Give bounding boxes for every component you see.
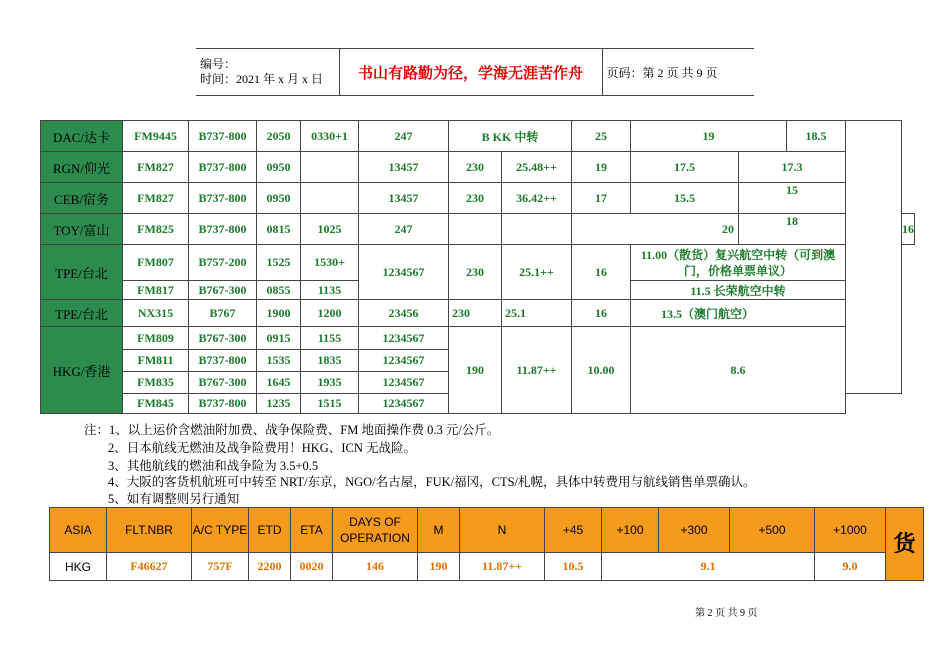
p45-cell: 17 [572,183,631,214]
column-header: N [460,508,545,553]
n-cell: 25.1++ [502,245,572,300]
n-cell: 25.1 [502,300,572,327]
eta-cell [301,152,359,183]
etd-cell: 0855 [257,281,301,300]
column-header: ASIA [50,508,107,553]
eta-cell: 1835 [301,350,359,372]
column-header: +45 [545,508,602,553]
n-cell: 36.42++ [502,183,572,214]
city-cell: TOY/富山 [41,214,123,245]
column-header: +100 [602,508,659,553]
asia-rates-table [49,507,924,581]
table-row [50,553,924,581]
days-cell: 23456 [359,300,449,327]
n-cell: 11.87++ [502,327,572,414]
eta-cell: 1025 [301,214,359,245]
city-cell: HKG/香港 [41,327,123,414]
page-footer: 第 2 页 共 9 页 [695,608,758,619]
column-header: M [418,508,460,553]
aircraft-cell: B737-800 [189,214,257,245]
table-row [41,214,915,245]
days-cell: 1234567 [359,327,449,350]
table-row [41,327,915,350]
flight-cell: FM827 [123,183,189,214]
page-header [196,48,754,96]
m-cell: 190 [449,327,502,414]
n-cell [502,214,572,245]
aircraft-cell: B737-800 [189,183,257,214]
aircraft-cell: B737-800 [189,152,257,183]
rate-note-cell: 11.5 长荣航空中转 [631,281,846,300]
eta-cell: 1135 [301,281,359,300]
city-cell: CEB/宿务 [41,183,123,214]
etd-cell: 1900 [257,300,301,327]
flight-cell: FM811 [123,350,189,372]
m-cell [449,214,502,245]
p300-cell: 16 [902,214,915,245]
page-label: 页码：第 2 页 共 9 页 [602,49,754,96]
days-cell: 13457 [359,152,449,183]
p45-cell: 16 [572,300,631,327]
flight-cell: FM809 [123,327,189,350]
column-header: +300 [659,508,730,553]
flight-cell: NX315 [123,300,189,327]
eta-cell: 1155 [301,327,359,350]
table-row [41,300,915,327]
blank-cell [846,121,902,394]
aircraft-cell: B767-300 [189,372,257,394]
flight-cell: FM825 [123,214,189,245]
column-header: ETD [249,508,291,553]
eta-cell: 0330+1 [301,121,359,152]
etd-cell: 2050 [257,121,301,152]
column-header: +500 [730,508,815,553]
note-2: 2、日本航线无燃油及战争险费用！HKG、ICN 无战险。 [108,441,416,455]
p300-cell: 15 [739,183,846,214]
etd-cell: 0950 [257,152,301,183]
eta-cell: 1530+ [301,245,359,281]
etd-cell: 0950 [257,183,301,214]
p100-cell: 18 [739,214,846,245]
days-cell: 247 [359,214,449,245]
city-cell: RGN/仰光 [41,152,123,183]
column-header: +1000 [815,508,886,553]
aircraft-cell: B767-300 [189,327,257,350]
n-cell: 11.87++ [460,553,545,581]
etd-cell: 2200 [249,553,291,581]
flight-cell: FM827 [123,152,189,183]
table-row [41,183,915,214]
city-cell: TPE/台北 [41,300,123,327]
aircraft-cell: B767 [189,300,257,327]
etd-cell: 1525 [257,245,301,281]
table-row [41,245,915,281]
rate-cell: B KK 中转 [449,121,572,152]
note-4: 4、大阪的客货机航班可中转至 NRT/东京，NGO/名古屋，FUK/福冈，CTS/札幌，具体中转费用与航线销售单票确认。 [108,475,756,489]
column-header: DAYS OF OPERATION [333,508,418,553]
cargo-logo: 货 [886,508,924,581]
note-1: 注：1、以上运价含燃油附加费、战争保险费、FM 地面操作费 0.3 元/公斤。 [84,423,500,437]
flight-cell: FM807 [123,245,189,281]
m-cell: 230 [449,245,502,300]
time-label: 时间：2021 年 x 月 x 日 [200,72,324,86]
rate-cell: 25 [572,121,631,152]
days-cell: 1234567 [359,394,449,414]
city-cell: DAC/达卡 [41,121,123,152]
days-cell: 1234567 [359,350,449,372]
p45-cell: 20 [572,214,739,245]
p300-cell: 17.3 [739,152,846,183]
rate-note-cell: 11.00（散货）复兴航空中转（可到澳门，价格单票单议） [631,245,846,281]
column-header: ETA [291,508,333,553]
note-5: 5、如有调整则另行通知 [108,492,240,506]
aircraft-cell: B737-800 [189,394,257,414]
flight-cell: FM835 [123,372,189,394]
aircraft-cell: B757-200 [189,245,257,281]
p100-500-cell: 9.1 [602,553,815,581]
n-cell: 25.48++ [502,152,572,183]
days-cell: 13457 [359,183,449,214]
column-header: FLT.NBR [107,508,192,553]
table-row [41,121,915,152]
motto: 书山有路勤为径，学海无涯苦作舟 [339,49,602,96]
eta-cell: 1200 [301,300,359,327]
eta-cell: 1515 [301,394,359,414]
aircraft-cell: B737-800 [189,121,257,152]
header-left [196,49,339,96]
p45-cell: 16 [572,245,631,300]
table-header-row [50,508,924,553]
m-cell: 230 [449,183,502,214]
m-cell: 230 [449,152,502,183]
eta-cell: 1935 [301,372,359,394]
code-label: 编号： [200,57,237,71]
eta-cell [301,183,359,214]
aircraft-cell: 757F [192,553,249,581]
flight-cell: FM9445 [123,121,189,152]
etd-cell: 0915 [257,327,301,350]
days-cell: 1234567 [359,372,449,394]
flight-cell: FM817 [123,281,189,300]
rates-table [40,120,915,414]
p45-cell: 10.00 [572,327,631,414]
etd-cell: 0815 [257,214,301,245]
rate-note-cell: 13.5（澳门航空） [631,300,846,327]
p100-cell: 15.5 [631,183,739,214]
aircraft-cell: B737-800 [189,350,257,372]
city-cell: TPE/台北 [41,245,123,300]
p100-cell: 17.5 [631,152,739,183]
flight-cell: F46627 [107,553,192,581]
m-cell: 230 [449,300,502,327]
eta-cell: 0020 [291,553,333,581]
p1000-cell: 9.0 [815,553,886,581]
flight-cell: FM845 [123,394,189,414]
rate-cell: 19 [631,121,787,152]
etd-cell: 1645 [257,372,301,394]
table-row [41,152,915,183]
days-cell: 146 [333,553,418,581]
note-3: 3、其他航线的燃油和战争险为 3.5+0.5 [108,459,319,473]
region-cell: HKG [50,553,107,581]
days-cell: 1234567 [359,245,449,300]
m-cell: 190 [418,553,460,581]
etd-cell: 1535 [257,350,301,372]
p100-cell: 8.6 [631,327,846,414]
days-cell: 247 [359,121,449,152]
aircraft-cell: B767-300 [189,281,257,300]
p45-cell: 19 [572,152,631,183]
column-header: A/C TYPE [192,508,249,553]
etd-cell: 1235 [257,394,301,414]
p45-cell: 10.5 [545,553,602,581]
rate-cell: 18.5 [787,121,846,152]
